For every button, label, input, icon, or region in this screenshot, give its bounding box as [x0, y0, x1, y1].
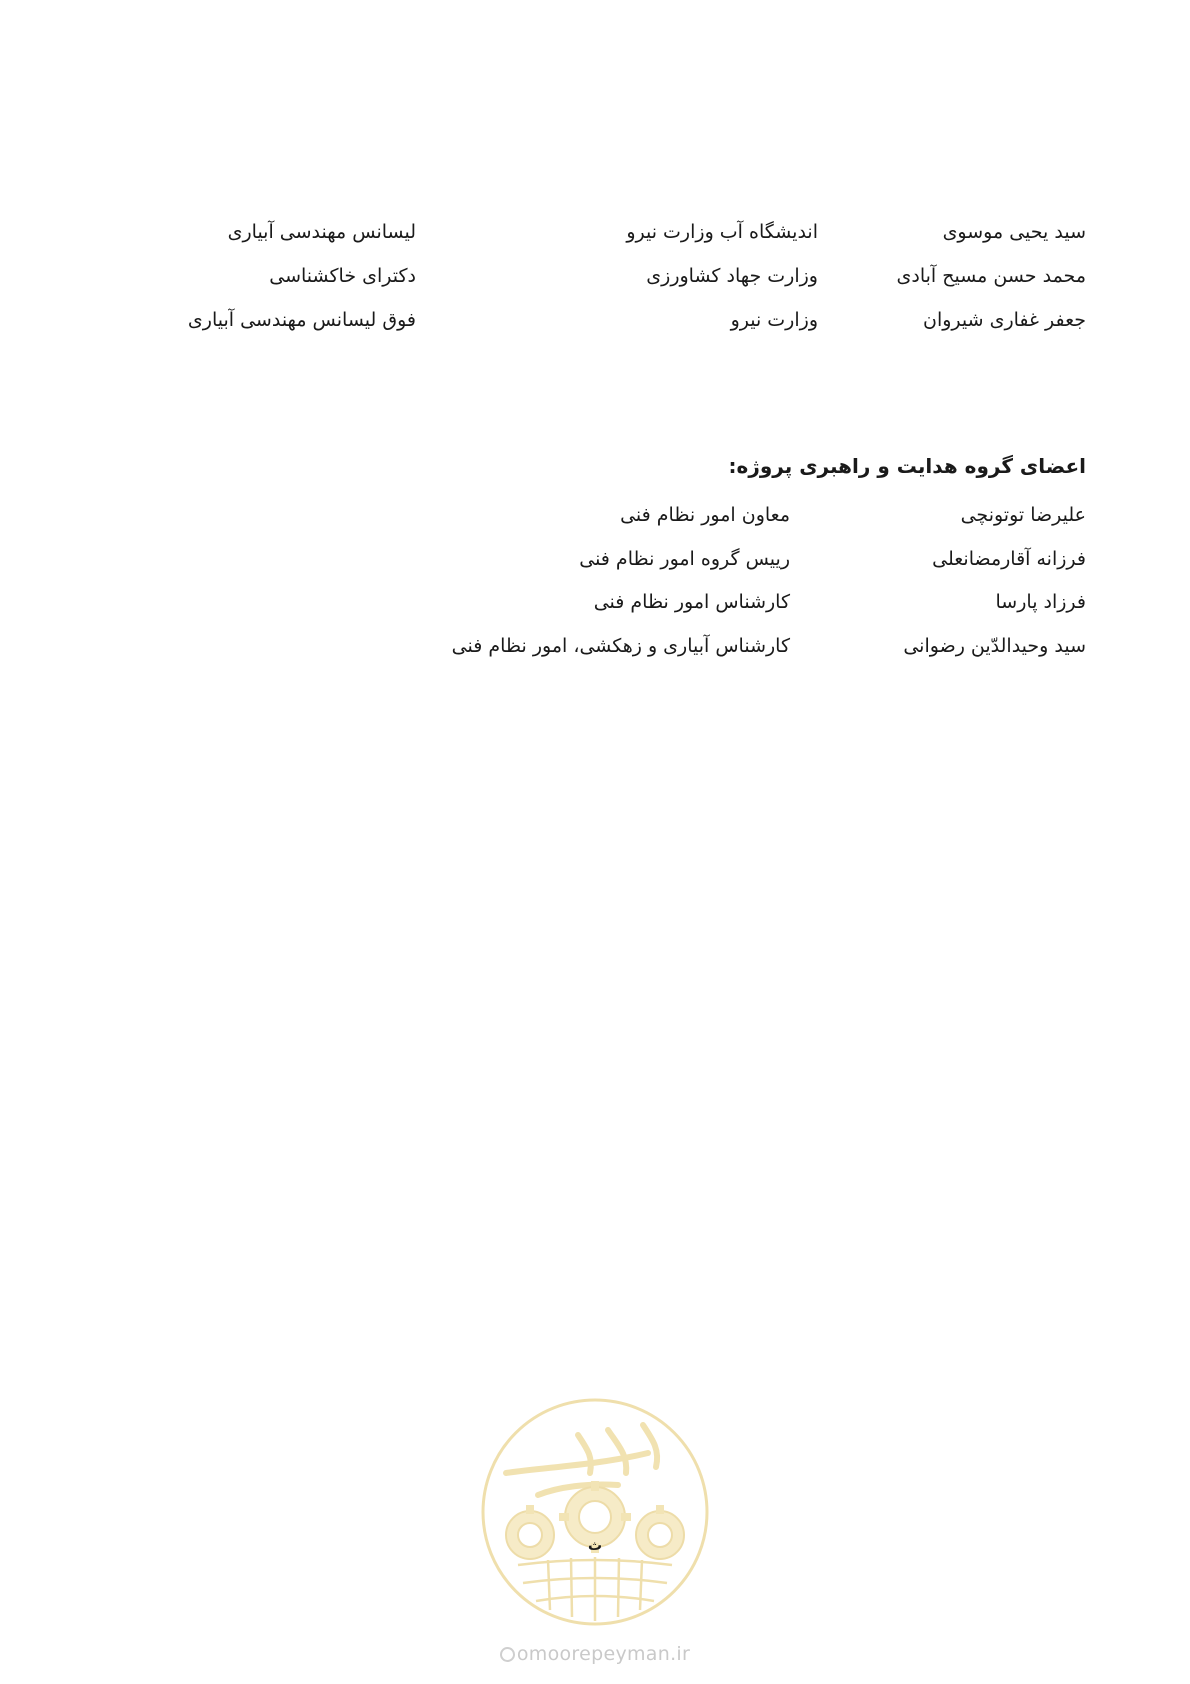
member-role: رییس گروه امور نظام فنی: [579, 548, 790, 570]
steering-heading: اعضای گروه هدایت و راهبری پروژه:: [728, 454, 1086, 478]
author-affiliation: وزارت نیرو: [730, 309, 818, 331]
watermark-site: [495, 1642, 695, 1666]
at-sign-icon: [500, 1647, 515, 1662]
member-role: کارشناس امور نظام فنی: [593, 591, 790, 613]
author-affiliation: وزارت جهاد کشاورزی: [646, 265, 818, 287]
omoore-peyman-gear-seal-icon: [478, 1395, 712, 1629]
author-name: سید یحیی موسوی: [942, 221, 1086, 243]
member-role: معاون امور نظام فنی: [620, 504, 790, 526]
author-affiliation: اندیشگاه آب وزارت نیرو: [626, 221, 818, 243]
author-degree: لیسانس مهندسی آبیاری: [227, 221, 416, 243]
author-name: محمد حسن مسیح آبادی: [896, 265, 1086, 287]
member-role: کارشناس آبیاری و زهکشی، امور نظام فنی: [451, 635, 790, 657]
page-number: ث: [587, 1538, 603, 1554]
member-name: سید وحیدالدّین رضوانی: [903, 635, 1086, 657]
author-degree: فوق لیسانس مهندسی آبیاری: [187, 309, 416, 331]
member-name: علیرضا توتونچی: [960, 504, 1086, 526]
watermark-site-text: omoorepeyman.ir: [516, 1643, 691, 1665]
member-name: فرزانه آقارمضانعلی: [932, 548, 1086, 570]
author-degree: دکترای خاکشناسی: [269, 265, 416, 287]
member-name: فرزاد پارسا: [995, 591, 1086, 613]
author-name: جعفر غفاری شیروان: [922, 309, 1086, 331]
